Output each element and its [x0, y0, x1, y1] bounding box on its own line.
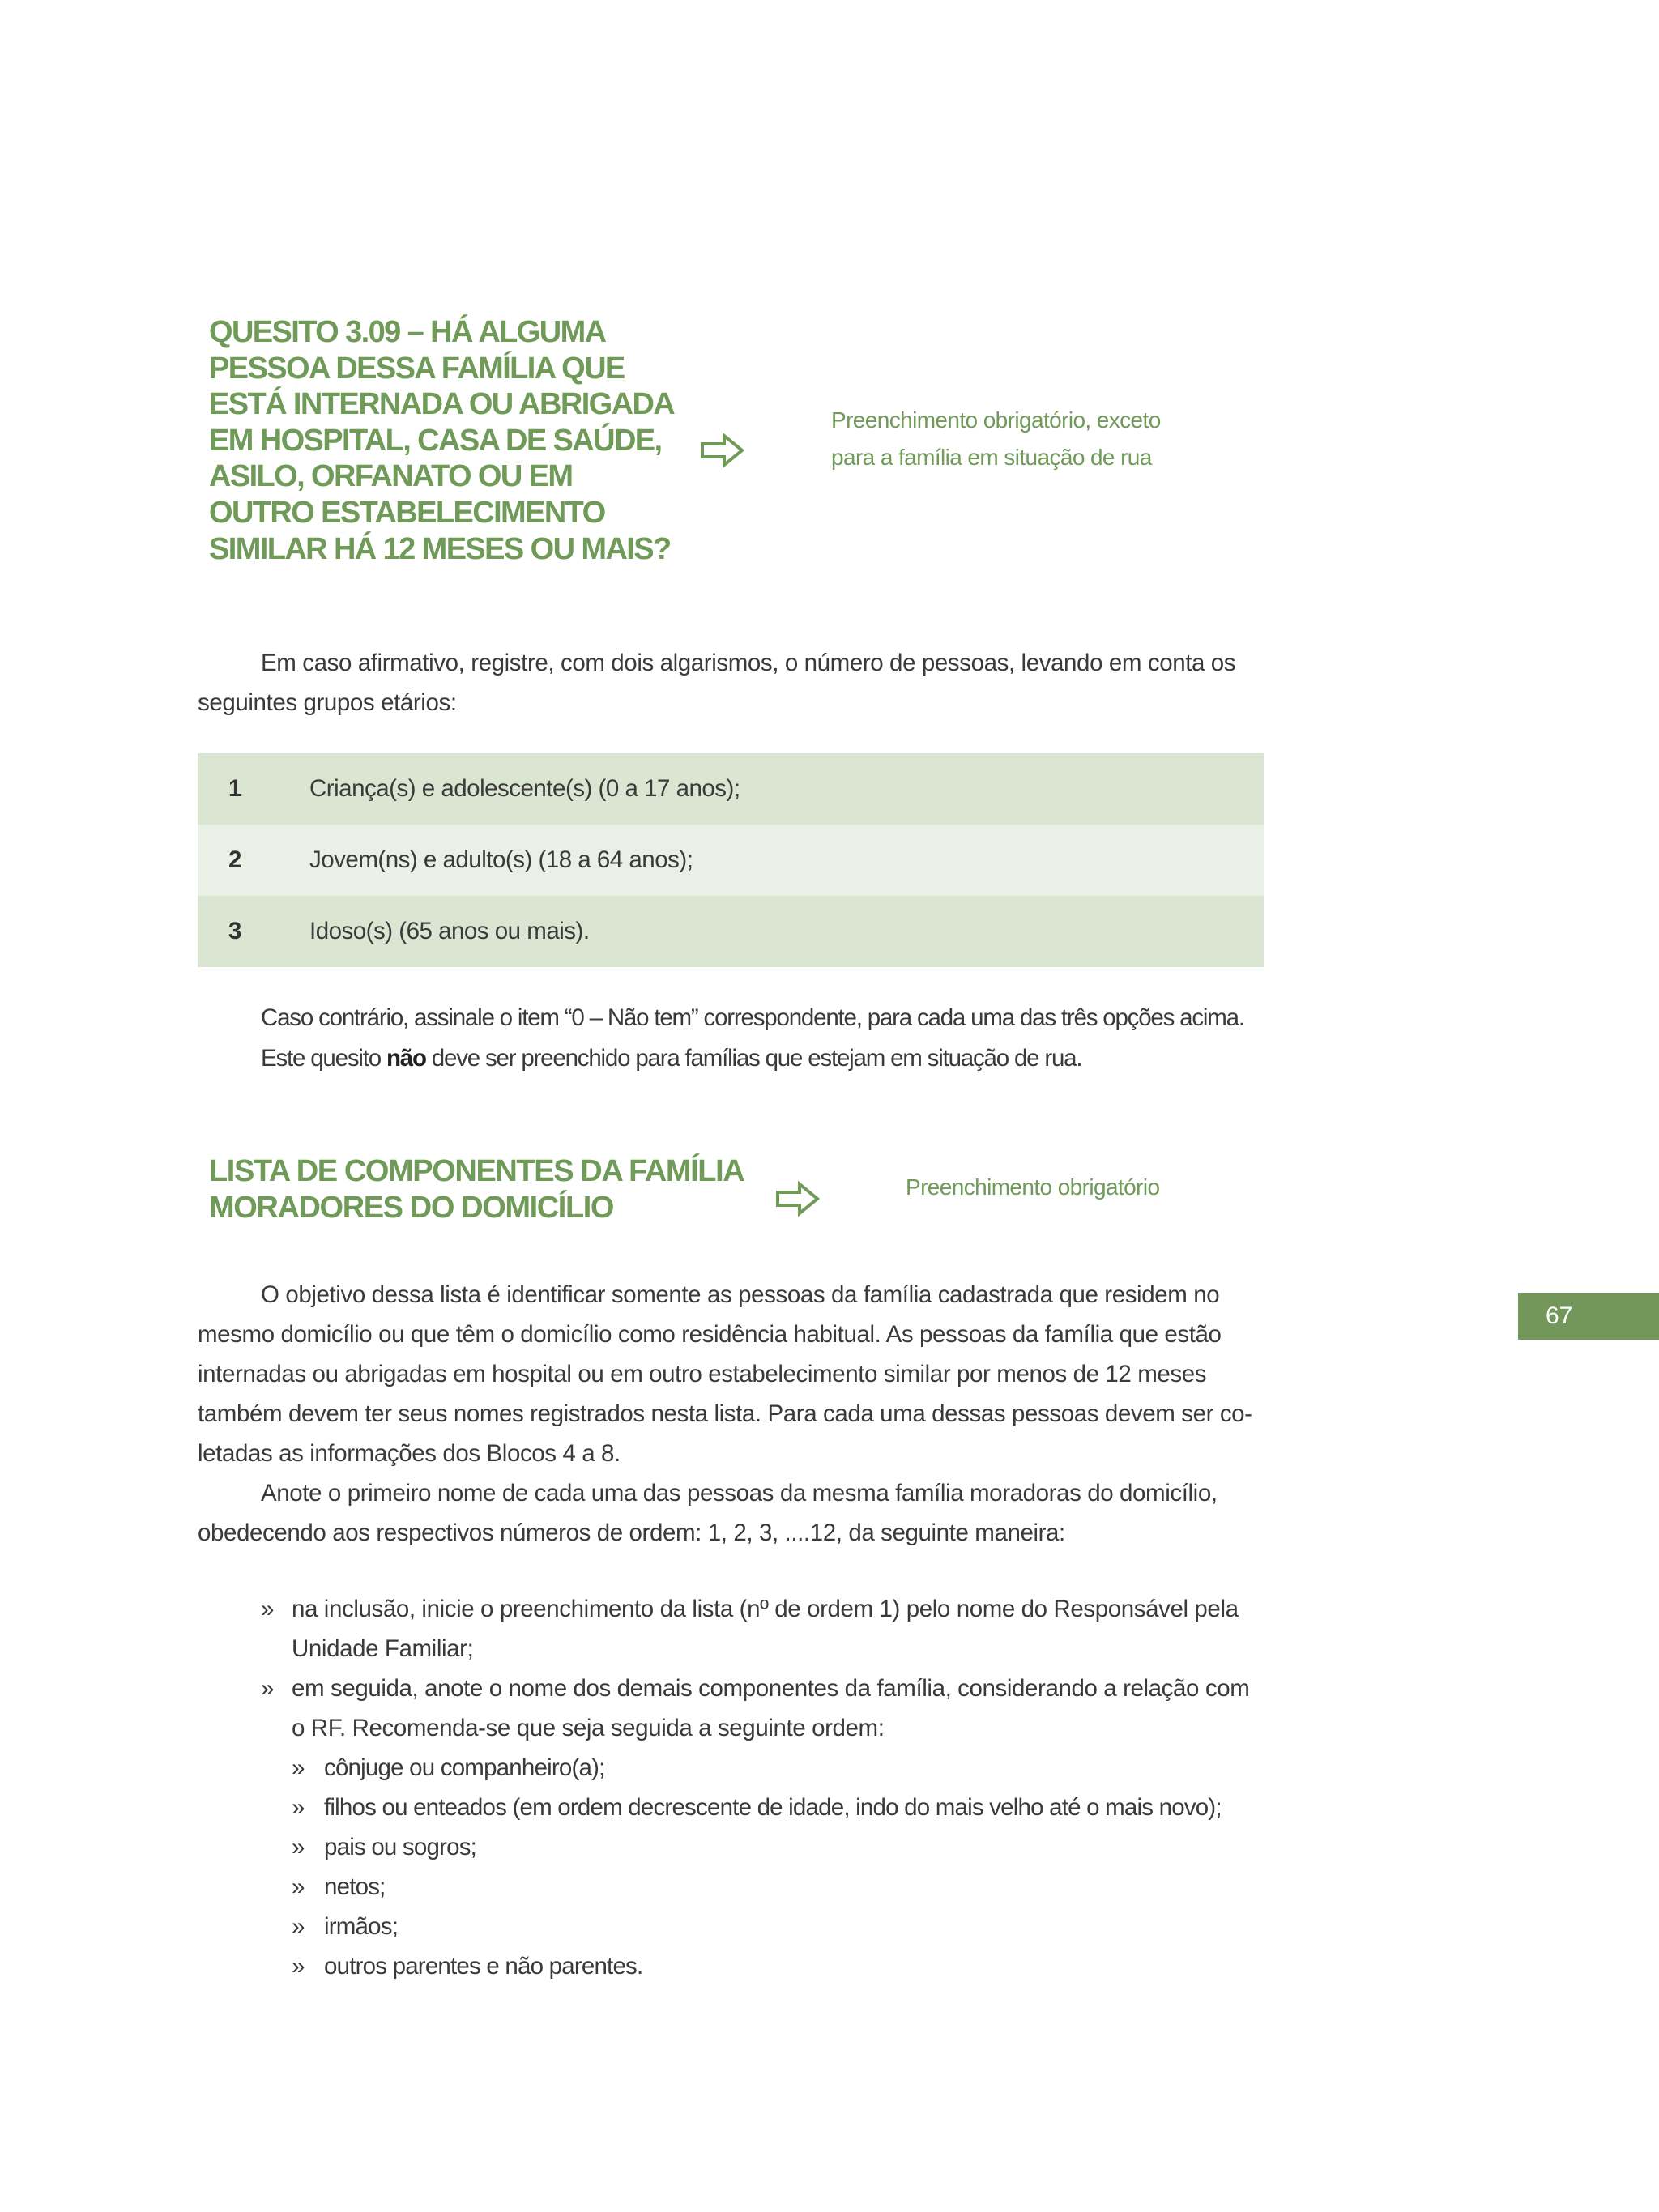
age-group-number: 3 [228, 918, 241, 944]
age-group-label: Jovem(ns) e adulto(s) (18 a 64 anos); [309, 846, 693, 873]
list-item [261, 1669, 1265, 1748]
age-group-label: Idoso(s) (65 anos ou mais). [309, 918, 590, 944]
title-line: ASILO, ORFANATO OU EM [209, 459, 573, 494]
bullet-marker: » [261, 1675, 275, 1702]
sub-list-item [261, 1748, 1265, 1788]
bullet-marker: » [261, 1596, 275, 1622]
title-line: EM HOSPITAL, CASA DE SAÚDE, [209, 423, 662, 458]
family-members-list-title [209, 1153, 776, 1226]
otherwise-note [261, 998, 1265, 1079]
street-note-emphasis: não [386, 1045, 426, 1072]
list-item-text: cônjuge ou companheiro(a); [324, 1754, 605, 1781]
question-3-09-title [209, 314, 703, 567]
list-item-text: irmãos; [324, 1913, 399, 1940]
order-instructions-paragraph: Anote o primeiro nome de cada uma das pessoas da mesma família moradoras do domicílio, obedecendo aos respectivos números de ordem: 1, 2, 3, ....12, da seguinte maneira: [198, 1480, 1218, 1546]
sub-list-item [261, 1827, 1265, 1867]
list-objective-paragraph: O objetivo dessa lista é identificar somente as pessoas da família cadastrada que residem no mesmo domicílio ou que têm o domicílio como residência habitual. As pessoas da família que estão internadas ou abrigadas em hospital ou em outro estabelecimento similar por menos de 12 meses também devem ter seus nomes registrados nesta lista. Para cada uma dessas pessoas devem ser co-letadas as informações dos Blocos 4 a 8. [198, 1281, 1252, 1467]
age-group-number: 1 [228, 775, 241, 802]
bullet-marker: » [292, 1913, 305, 1940]
list-item-text: na inclusão, inicie o preenchimento da lista (nº de ordem 1) pelo nome do Responsável pela Unidade Familiar; [292, 1596, 1239, 1662]
note-line: Preenchimento obrigatório, exceto [831, 407, 1161, 433]
bullet-marker: » [292, 1794, 305, 1821]
age-group-table [198, 753, 1264, 967]
list-item [261, 1589, 1265, 1669]
list-item-text: outros parentes e não parentes. [324, 1953, 643, 1980]
title-line: MORADORES DO DOMICÍLIO [209, 1191, 614, 1225]
right-arrow-icon [700, 432, 745, 469]
title-line: ESTÁ INTERNADA OU ABRIGADA [209, 387, 675, 422]
title-line: LISTA DE COMPONENTES DA FAMÍLIA [209, 1154, 744, 1188]
intro-paragraph: Em caso afirmativo, registre, com dois algarismos, o número de pessoas, levando em conta os seguintes grupos etários: [198, 650, 1236, 716]
list-item-text: netos; [324, 1873, 386, 1900]
bullet-marker: » [292, 1834, 305, 1860]
street-note-text: deve ser preenchido para famílias que estejam em situação de rua. [425, 1045, 1082, 1072]
bullet-marker: » [292, 1873, 305, 1900]
list-item-text: em seguida, anote o nome dos demais componentes da família, considerando a relação com o RF. Recomenda-se que seja seguida a seguinte ordem: [292, 1675, 1250, 1741]
sub-list-item [261, 1907, 1265, 1946]
sub-list-item [261, 1946, 1265, 1986]
title-line: OUTRO ESTABELECIMENTO [209, 495, 605, 530]
list-item-text: pais ou sogros; [324, 1834, 477, 1860]
street-note-text: Este quesito [261, 1045, 386, 1072]
sub-list-item [261, 1867, 1265, 1907]
bullet-marker: » [292, 1754, 305, 1781]
note-line: para a família em situação de rua [831, 445, 1152, 470]
list-item-text: filhos ou enteados (em ordem decrescente de idade, indo do mais velho até o mais novo); [324, 1794, 1222, 1821]
age-group-label: Criança(s) e adolescente(s) (0 a 17 anos); [309, 775, 740, 802]
mandatory-note: Preenchimento obrigatório [906, 1174, 1160, 1200]
title-line: PESSOA DESSA FAMÍLIA QUE [209, 351, 625, 386]
mandatory-note-except-street [831, 402, 1161, 476]
sub-list-item [261, 1788, 1265, 1827]
street-note-line [261, 1038, 1265, 1079]
right-arrow-icon [775, 1180, 821, 1217]
page-number-tab: 67 [1518, 1293, 1659, 1340]
table-row [198, 753, 1264, 825]
ordering-list [261, 1589, 1265, 1986]
age-group-number: 2 [228, 846, 241, 873]
title-line: SIMILAR HÁ 12 MESES OU MAIS? [209, 531, 671, 566]
table-row [198, 896, 1264, 967]
table-row [198, 825, 1264, 896]
otherwise-line: Caso contrário, assinale o item “0 – Não tem” correspondente, para cada uma das três opções acima. [261, 1004, 1244, 1031]
title-line: QUESITO 3.09 – HÁ ALGUMA [209, 315, 606, 349]
bullet-marker: » [292, 1953, 305, 1980]
